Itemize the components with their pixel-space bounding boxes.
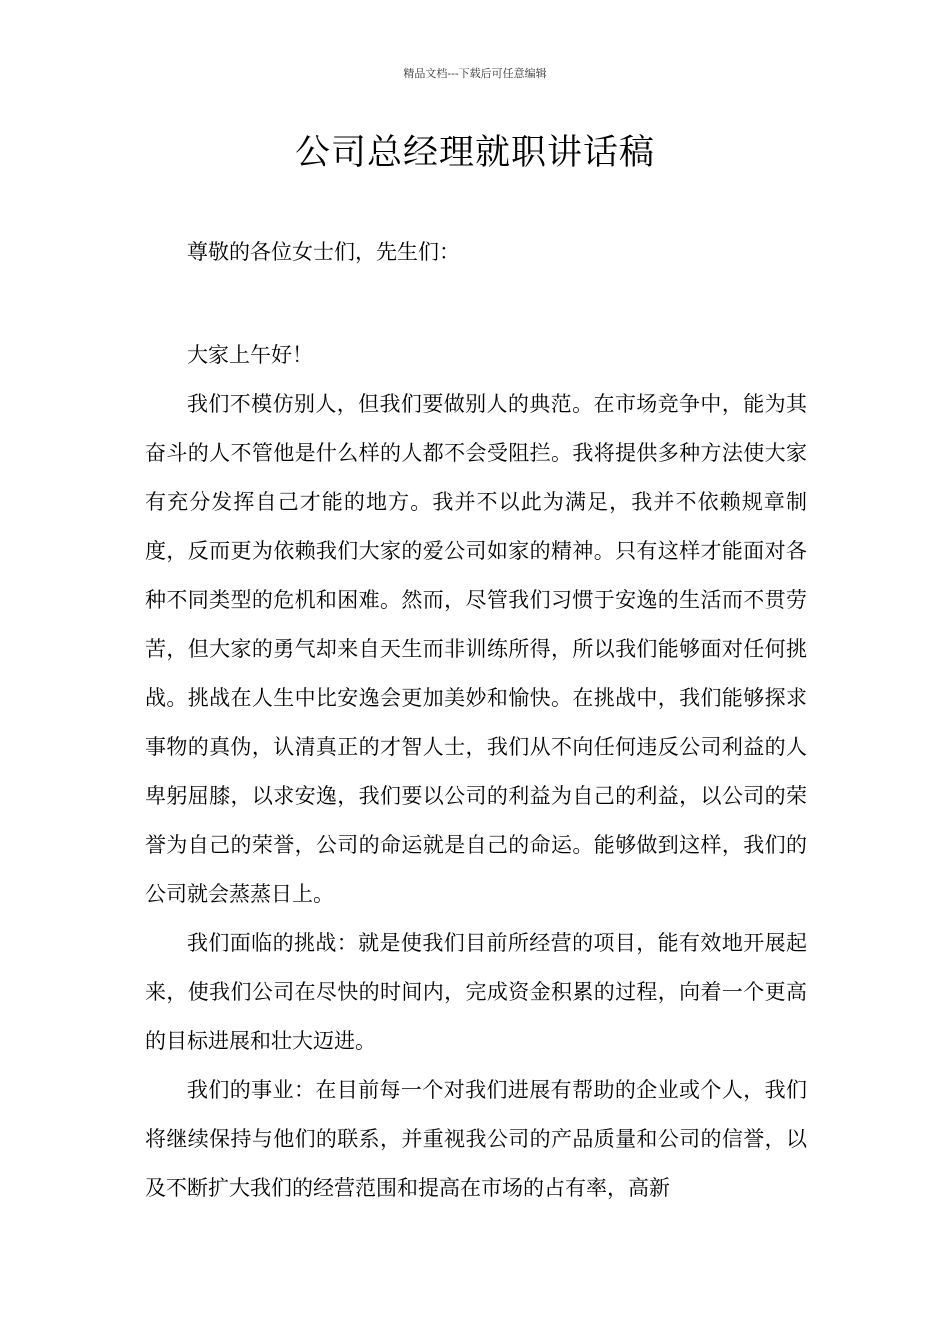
document-body — [145, 228, 807, 1213]
paragraph-vision: 我们不模仿别人，但我们要做别人的典范。在市场竞争中，能为其奋斗的人不管他是什么样的人都不会受阻拦。我将提供多种方法使大家有充分发挥自己才能的地方。我并不以此为满足，我并不依赖规章制度，反而更为依赖我们大家的爱公司如家的精神。只有这样才能面对各种不同类型的危机和困难。然而，尽管我们习惯于安逸的生活而不贯劳苦，但大家的勇气却来自天生而非训练所得，所以我们能够面对任何挑战。挑战在人生中比安逸会更加美妙和愉快。在挑战中，我们能够探求事物的真伪，认清真正的才智人士，我们从不向任何违反公司利益的人卑躬屈膝，以求安逸，我们要以公司的利益为自己的利益，以公司的荣誉为自己的荣誉，公司的命运就是自己的命运。能够做到这样，我们的公司就会蒸蒸日上。 — [145, 392, 807, 906]
paragraph-greeting: 大家上午好！ — [187, 343, 313, 367]
paragraph-challenge: 我们面临的挑战：就是使我们目前所经营的项目，能有效地开展起来，使我们公司在尽快的时间内，完成资金积累的过程，向着一个更高的目标进展和壮大迈进。 — [145, 931, 807, 1053]
document-title: 公司总经理就职讲话稿 — [294, 133, 655, 173]
salutation: 尊敬的各位女士们，先生们： — [187, 240, 460, 264]
page-header: 精品文档---下载后可任意编辑 — [403, 67, 547, 80]
paragraph-career: 我们的事业：在目前每一个对我们进展有帮助的企业或个人，我们将继续保持与他们的联系，并重视我公司的产品质量和公司的信誉，以及不断扩大我们的经营范围和提高在市场的占有率，高新 — [145, 1078, 807, 1200]
